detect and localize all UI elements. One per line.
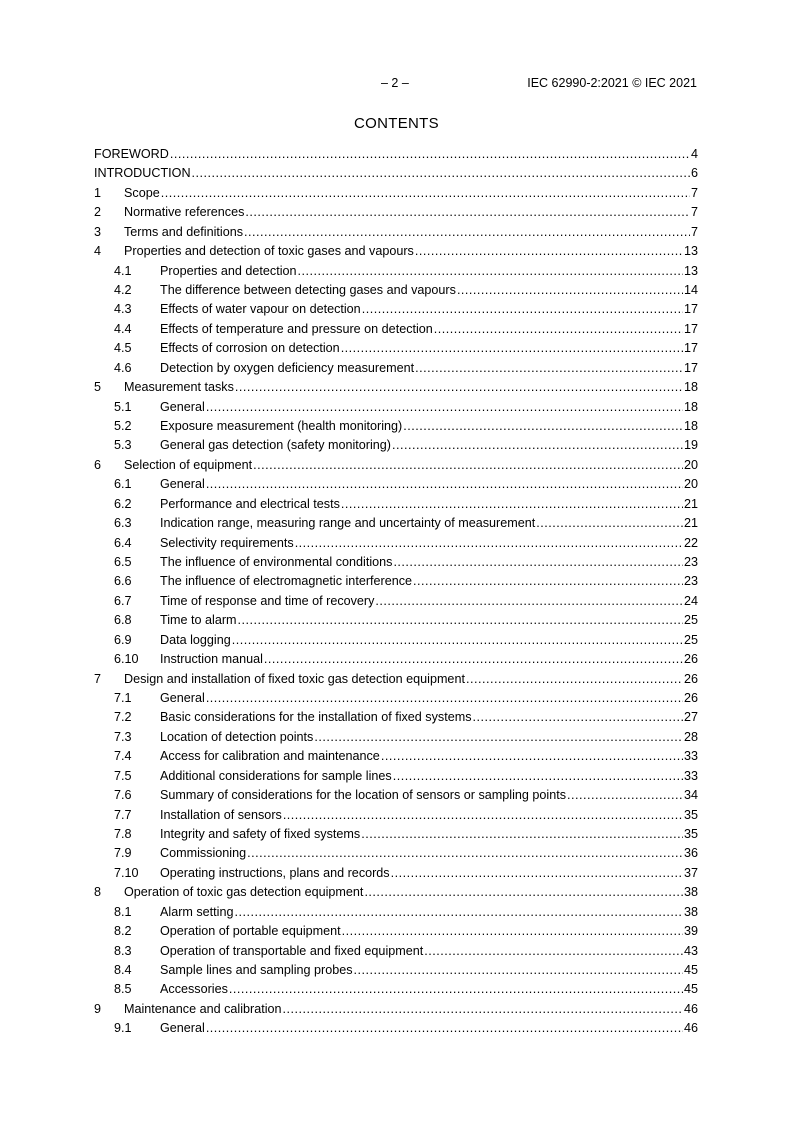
toc-entry-page: 23 [683, 574, 698, 589]
dot-leader [283, 807, 683, 824]
toc-entry[interactable] [94, 282, 698, 299]
toc-entry-title: Accessories [160, 982, 228, 997]
toc-entry-number: 6.10 [114, 652, 139, 667]
toc-entry[interactable] [94, 884, 698, 901]
toc-entry[interactable] [94, 379, 698, 396]
toc-entry-title: General [160, 477, 205, 492]
toc-entry-number: 8.5 [114, 982, 132, 997]
toc-entry[interactable] [94, 612, 698, 629]
toc-entry-number: 9.1 [114, 1021, 132, 1036]
toc-entry-page: 46 [683, 1021, 698, 1036]
toc-entry-page: 28 [683, 729, 698, 744]
toc-entry-number: 6.3 [114, 516, 132, 531]
toc-entry-page: 7 [690, 205, 698, 220]
toc-entry[interactable] [94, 515, 698, 532]
toc-entry-number: 6 [94, 457, 102, 472]
toc-entry-title: Selectivity requirements [160, 535, 294, 550]
toc-entry-title: Detection by oxygen deficiency measurement [160, 360, 415, 375]
toc-entry-page: 13 [683, 244, 698, 259]
toc-entry-title: Installation of sensors [160, 807, 282, 822]
dot-leader [466, 671, 683, 688]
toc-entry-number: 8.4 [114, 963, 132, 978]
toc-entry-page: 22 [683, 535, 698, 550]
toc-entry-page: 18 [683, 380, 698, 395]
toc-entry[interactable] [94, 904, 698, 921]
toc-entry-page: 26 [683, 691, 698, 706]
page-number: – 2 – [381, 76, 409, 90]
toc-entry-number: 7.5 [114, 768, 132, 783]
toc-entry-page: 24 [683, 593, 698, 608]
toc-entry[interactable] [94, 165, 698, 182]
toc-entry-number: 7.4 [114, 749, 132, 764]
toc-entry-page: 7 [690, 224, 698, 239]
toc-entry-page: 18 [683, 419, 698, 434]
dot-leader [381, 748, 683, 765]
dot-leader [341, 340, 683, 357]
toc-entry-number: 6.5 [114, 555, 132, 570]
dot-leader [283, 1001, 683, 1018]
toc-entry-title: Sample lines and sampling probes [160, 963, 353, 978]
toc-entry[interactable] [94, 496, 698, 513]
dot-leader [354, 962, 683, 979]
dot-leader [391, 865, 683, 882]
toc-entry-page: 45 [683, 982, 698, 997]
toc-entry-number: 8.3 [114, 943, 132, 958]
toc-entry-number: 5.3 [114, 438, 132, 453]
toc-entry-title: Operating instructions, plans and records [160, 865, 390, 880]
dot-leader [206, 476, 683, 493]
toc-entry-title: Normative references [124, 205, 245, 220]
toc-entry-title: Summary of considerations for the location of sensors or sampling points [160, 788, 566, 803]
toc-entry-page: 37 [683, 865, 698, 880]
toc-entry-page: 26 [683, 652, 698, 667]
toc-entry-page: 20 [683, 457, 698, 472]
toc-entry[interactable] [94, 437, 698, 454]
dot-leader [457, 282, 683, 299]
toc-entry-page: 39 [683, 924, 698, 939]
toc-entry-number: 1 [94, 185, 102, 200]
toc-entry-page: 27 [683, 710, 698, 725]
toc-entry-title: Indication range, measuring range and uncertainty of measurement [160, 516, 536, 531]
toc-entry-page: 4 [690, 147, 698, 161]
toc-entry-page: 17 [683, 341, 698, 356]
dot-leader [375, 593, 683, 610]
dot-leader [298, 263, 683, 280]
toc-entry[interactable] [94, 787, 698, 804]
toc-entry-page: 17 [683, 321, 698, 336]
toc-entry-title: General gas detection (safety monitoring) [160, 438, 392, 453]
toc-entry-page: 45 [683, 963, 698, 978]
toc-entry-number: 6.2 [114, 496, 132, 511]
toc-entry-title: Time to alarm [160, 613, 237, 628]
toc-entry[interactable] [94, 263, 698, 280]
toc-entry-number: 4 [94, 244, 102, 259]
toc-entry-number: 4.5 [114, 341, 132, 356]
dot-leader [341, 496, 683, 513]
dot-leader [361, 826, 683, 843]
toc-entry-page: 17 [683, 302, 698, 317]
toc-entry-title: Measurement tasks [124, 380, 234, 395]
toc-entry-page: 33 [683, 768, 698, 783]
toc-entry-page: 20 [683, 477, 698, 492]
toc-entry-page: 17 [683, 360, 698, 375]
toc-entry-title: Properties and detection [160, 263, 297, 278]
toc-entry[interactable] [94, 943, 698, 960]
toc-entry[interactable] [94, 865, 698, 882]
toc-entry-title: Alarm setting [160, 904, 234, 919]
toc-entry-number: 6.6 [114, 574, 132, 589]
dot-leader [206, 1020, 683, 1037]
dot-leader [245, 204, 690, 221]
toc-entry-title: Location of detection points [160, 729, 314, 744]
toc-entry-title: Integrity and safety of fixed systems [160, 827, 361, 842]
toc-entry-number: 7.9 [114, 846, 132, 861]
toc-entry-title: Properties and detection of toxic gases and vapours [124, 244, 414, 259]
toc-entry-title: Operation of portable equipment [160, 924, 341, 939]
dot-leader [413, 573, 683, 590]
toc-entry[interactable] [94, 321, 698, 338]
toc-entry-number: 6.9 [114, 632, 132, 647]
toc-entry[interactable] [94, 651, 698, 668]
toc-entry-page: 35 [683, 807, 698, 822]
toc-entry-number: 9 [94, 1001, 102, 1016]
dot-leader [206, 399, 683, 416]
toc-entry[interactable] [94, 962, 698, 979]
dot-leader [206, 690, 683, 707]
toc-entry[interactable] [94, 476, 698, 493]
page-header [0, 76, 793, 92]
dot-leader [567, 787, 683, 804]
toc-entry-number: 8.1 [114, 904, 132, 919]
toc-entry-number: 4.6 [114, 360, 132, 375]
toc-entry-title: The influence of environmental conditions [160, 555, 393, 570]
toc-entry-number: 4.4 [114, 321, 132, 336]
toc-entry-title: Basic considerations for the installation of fixed systems [160, 710, 472, 725]
toc-entry-number: 5.2 [114, 419, 132, 434]
dot-leader [434, 321, 683, 338]
toc-entry-title: FOREWORD [94, 147, 169, 161]
toc-entry-page: 7 [690, 185, 698, 200]
toc-entry-title: Access for calibration and maintenance [160, 749, 380, 764]
toc-entry-page: 25 [683, 613, 698, 628]
toc-entry-number: 4.1 [114, 263, 132, 278]
toc-entry-number: 7.8 [114, 827, 132, 842]
toc-entry[interactable] [94, 826, 698, 843]
toc-entry-title: Operation of toxic gas detection equipment [124, 885, 364, 900]
toc-entry-title: Effects of temperature and pressure on detection [160, 321, 433, 336]
toc-entry-page: 23 [683, 555, 698, 570]
toc-entry-page: 14 [683, 283, 698, 297]
toc-entry-page: 46 [683, 1001, 698, 1016]
dot-leader [192, 165, 690, 182]
toc-entry-title: INTRODUCTION [94, 166, 191, 181]
dot-leader [364, 884, 683, 901]
toc-entry-page: 18 [683, 399, 698, 414]
dot-leader [424, 943, 683, 960]
dot-leader [235, 379, 683, 396]
toc-entry[interactable] [94, 981, 698, 998]
toc-entry-title: General [160, 691, 205, 706]
dot-leader [342, 923, 683, 940]
toc-entry-title: Maintenance and calibration [124, 1001, 282, 1016]
toc-entry[interactable] [94, 535, 698, 552]
toc-entry-number: 6.7 [114, 593, 132, 608]
toc-entry-number: 5 [94, 380, 102, 395]
toc-entry[interactable] [94, 632, 698, 649]
toc-entry-title: Commissioning [160, 846, 247, 861]
toc-entry[interactable] [94, 146, 698, 163]
toc-entry-page: 33 [683, 749, 698, 764]
toc-entry[interactable] [94, 748, 698, 765]
toc-entry-number: 4.2 [114, 283, 132, 297]
toc-entry-page: 38 [683, 904, 698, 919]
toc-entry-page: 6 [690, 166, 698, 181]
toc-entry-page: 36 [683, 846, 698, 861]
dot-leader [264, 651, 683, 668]
toc-entry[interactable] [94, 243, 698, 260]
toc-entry-page: 21 [683, 496, 698, 511]
toc-entry[interactable] [94, 224, 698, 241]
toc-entry-page: 25 [683, 632, 698, 647]
dot-leader [415, 243, 683, 260]
dot-leader [393, 768, 683, 785]
toc-entry-title: Effects of corrosion on detection [160, 341, 340, 356]
toc-entry[interactable] [94, 1020, 698, 1037]
page-title: CONTENTS [354, 115, 439, 132]
toc-entry[interactable] [94, 1001, 698, 1018]
toc-entry-title: Additional considerations for sample lines [160, 768, 392, 783]
toc-entry-title: Operation of transportable and fixed equipment [160, 943, 424, 958]
toc-entry[interactable] [94, 690, 698, 707]
toc-entry-title: Terms and definitions [124, 224, 244, 239]
toc-entry-title: Performance and electrical tests [160, 496, 340, 511]
dot-leader [161, 185, 690, 202]
toc-entry[interactable] [94, 768, 698, 785]
toc-entry-title: Exposure measurement (health monitoring) [160, 419, 403, 434]
toc-entry[interactable] [94, 845, 698, 862]
toc-entry-title: The difference between detecting gases and vapours [160, 283, 456, 297]
dot-leader [393, 554, 683, 571]
toc-entry-page: 19 [683, 438, 698, 453]
toc-entry[interactable] [94, 418, 698, 435]
toc-entry-title: Instruction manual [160, 652, 263, 667]
dot-leader [403, 418, 683, 435]
standard-reference: IEC 62990-2:2021 © IEC 2021 [527, 76, 697, 90]
toc-entry-page: 26 [683, 671, 698, 686]
toc-entry-title: Time of response and time of recovery [160, 593, 375, 608]
dot-leader [238, 612, 683, 629]
toc-entry-number: 3 [94, 224, 102, 239]
dot-leader [362, 301, 683, 318]
toc-entry-number: 6.4 [114, 535, 132, 550]
toc-entry-title: General [160, 1021, 205, 1036]
dot-leader [170, 146, 690, 163]
toc-entry[interactable] [94, 807, 698, 824]
toc-entry-title: Effects of water vapour on detection [160, 302, 361, 317]
toc-entry-page: 34 [683, 788, 698, 803]
toc-entry[interactable] [94, 457, 698, 474]
dot-leader [229, 981, 683, 998]
toc-entry[interactable] [94, 554, 698, 571]
dot-leader [253, 457, 683, 474]
toc-entry-number: 8 [94, 885, 102, 900]
toc-entry-title: Data logging [160, 632, 231, 647]
toc-entry-title: Selection of equipment [124, 457, 253, 472]
toc-entry-number: 5.1 [114, 399, 132, 414]
dot-leader [314, 729, 683, 746]
toc-entry[interactable] [94, 729, 698, 746]
toc-entry-title: General [160, 399, 205, 414]
toc-entry[interactable] [94, 573, 698, 590]
toc-entry-number: 6.8 [114, 613, 132, 628]
toc-entry-title: Scope [124, 185, 160, 200]
toc-entry[interactable] [94, 709, 698, 726]
toc-entry[interactable] [94, 301, 698, 318]
dot-leader [247, 845, 683, 862]
toc-entry[interactable] [94, 671, 698, 688]
toc-entry[interactable] [94, 399, 698, 416]
toc-entry-number: 7.6 [114, 788, 132, 803]
toc-entry-title: Design and installation of fixed toxic gas detection equipment [124, 671, 465, 686]
toc-entry-page: 38 [683, 885, 698, 900]
toc-entry-page: 13 [683, 263, 698, 278]
toc-entry[interactable] [94, 185, 698, 202]
toc-entry-number: 7.7 [114, 807, 132, 822]
toc-entry-page: 35 [683, 827, 698, 842]
toc-entry-page: 21 [683, 516, 698, 531]
dot-leader [392, 437, 683, 454]
toc-entry-number: 7 [94, 671, 102, 686]
toc-entry-number: 2 [94, 205, 102, 220]
toc-entry[interactable] [94, 204, 698, 221]
toc-entry[interactable] [94, 593, 698, 610]
dot-leader [244, 224, 690, 241]
dot-leader [232, 632, 683, 649]
dot-leader [295, 535, 683, 552]
dot-leader [536, 515, 683, 532]
dot-leader [473, 709, 683, 726]
toc-entry-number: 7.10 [114, 865, 139, 880]
toc-entry-number: 7.1 [114, 691, 132, 706]
toc-entry-number: 4.3 [114, 302, 132, 317]
dot-leader [415, 360, 683, 377]
dot-leader [235, 904, 683, 921]
toc-entry-number: 8.2 [114, 924, 132, 939]
toc-entry-number: 6.1 [114, 477, 132, 492]
toc-entry-title: The influence of electromagnetic interference [160, 574, 413, 589]
toc-entry[interactable] [94, 360, 698, 377]
toc-entry[interactable] [94, 923, 698, 940]
toc-entry-number: 7.3 [114, 729, 132, 744]
toc-entry[interactable] [94, 340, 698, 357]
toc-entry-number: 7.2 [114, 710, 132, 725]
toc-entry-page: 43 [683, 943, 698, 958]
